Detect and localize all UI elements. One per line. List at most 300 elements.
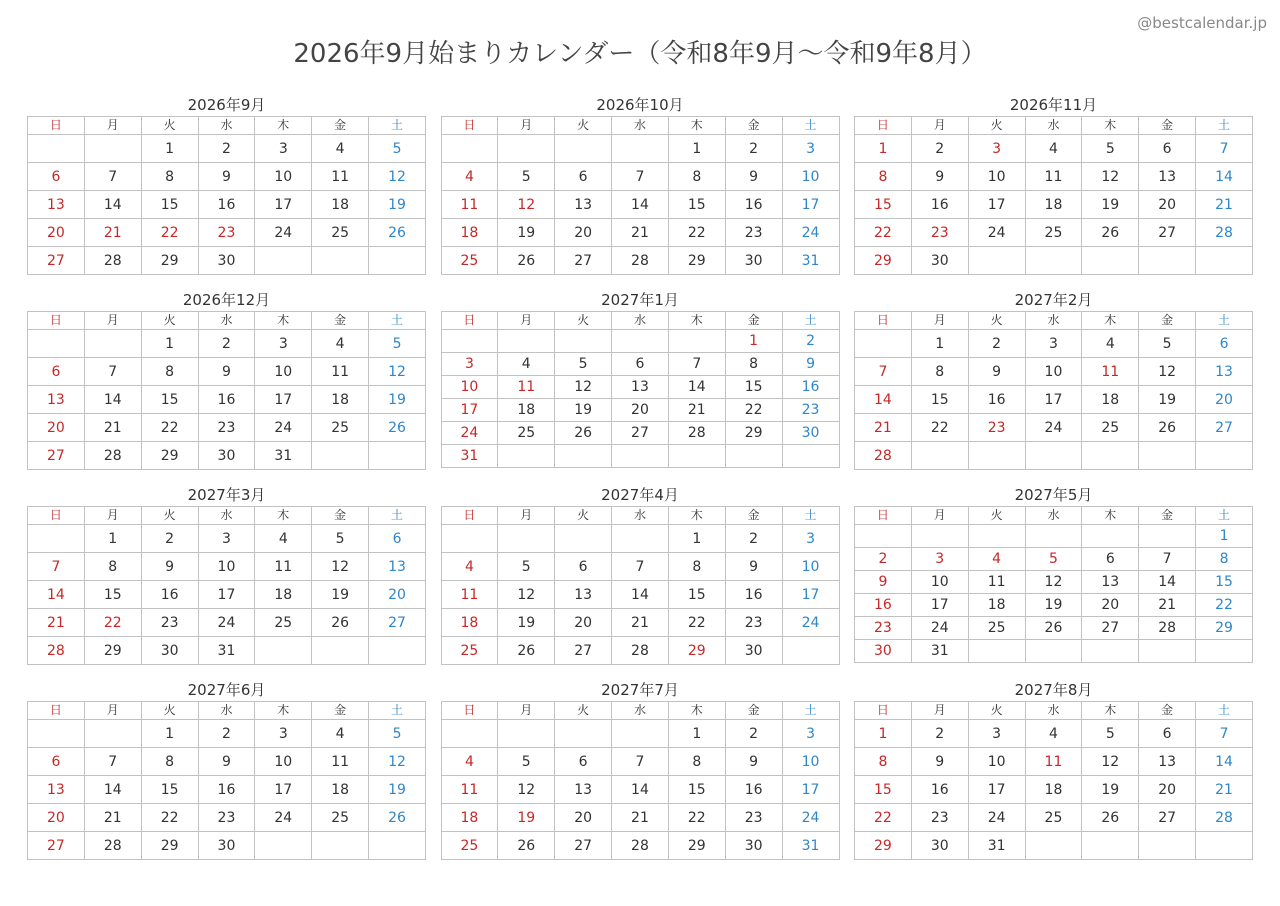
day-cell: 2	[725, 135, 782, 163]
day-cell: 4	[441, 553, 498, 581]
day-cell: 4	[441, 748, 498, 776]
month-table	[854, 701, 1253, 860]
day-cell: 19	[1082, 191, 1139, 219]
day-cell: 14	[84, 191, 141, 219]
empty-day-cell	[668, 330, 725, 353]
day-cell: 11	[498, 376, 555, 399]
day-cell: 26	[312, 609, 369, 637]
week-row	[855, 191, 1253, 219]
day-cell: 7	[84, 358, 141, 386]
empty-day-cell	[855, 525, 912, 548]
weekday-header: 水	[198, 312, 255, 330]
day-cell: 27	[369, 609, 426, 637]
month-title: 2027年4月	[601, 486, 679, 504]
day-cell: 21	[612, 804, 669, 832]
weekday-header: 木	[255, 117, 312, 135]
day-cell: 12	[1139, 358, 1196, 386]
empty-day-cell	[312, 832, 369, 860]
day-cell: 15	[668, 191, 725, 219]
day-cell: 7	[84, 748, 141, 776]
day-cell: 1	[725, 330, 782, 353]
day-cell: 16	[198, 776, 255, 804]
day-cell: 28	[28, 637, 85, 665]
day-cell: 30	[911, 832, 968, 860]
day-cell: 26	[1025, 617, 1082, 640]
day-cell: 1	[855, 135, 912, 163]
day-cell: 8	[668, 748, 725, 776]
day-cell: 9	[911, 748, 968, 776]
day-cell: 17	[255, 776, 312, 804]
day-cell: 24	[255, 804, 312, 832]
day-cell: 17	[911, 594, 968, 617]
day-cell: 29	[84, 637, 141, 665]
empty-day-cell	[441, 525, 498, 553]
weekday-header: 土	[782, 702, 839, 720]
day-cell: 15	[668, 581, 725, 609]
day-cell: 12	[369, 163, 426, 191]
weekday-header: 金	[1139, 117, 1196, 135]
day-cell: 21	[84, 804, 141, 832]
day-cell: 27	[1139, 219, 1196, 247]
weekday-header: 月	[84, 702, 141, 720]
day-cell: 30	[911, 247, 968, 275]
weekday-header: 金	[312, 312, 369, 330]
day-cell: 14	[1139, 571, 1196, 594]
day-cell: 2	[911, 135, 968, 163]
day-cell: 23	[725, 219, 782, 247]
empty-day-cell	[28, 330, 85, 358]
weekday-header: 火	[555, 117, 612, 135]
weekday-header-row	[28, 312, 426, 330]
empty-day-cell	[255, 832, 312, 860]
day-cell: 31	[782, 832, 839, 860]
day-cell: 23	[782, 399, 839, 422]
day-cell: 9	[968, 358, 1025, 386]
day-cell: 3	[441, 353, 498, 376]
day-cell: 29	[141, 442, 198, 470]
week-row	[441, 553, 839, 581]
empty-day-cell	[28, 135, 85, 163]
weekday-header: 月	[498, 117, 555, 135]
day-cell: 8	[84, 553, 141, 581]
day-cell: 30	[855, 640, 912, 663]
day-cell: 28	[1139, 617, 1196, 640]
empty-day-cell	[84, 330, 141, 358]
empty-day-cell	[612, 525, 669, 553]
day-cell: 2	[725, 525, 782, 553]
day-cell: 30	[725, 637, 782, 665]
weekday-header: 月	[84, 117, 141, 135]
day-cell: 30	[198, 247, 255, 275]
day-cell: 7	[612, 553, 669, 581]
day-cell: 25	[312, 804, 369, 832]
day-cell: 19	[369, 776, 426, 804]
day-cell: 19	[1025, 594, 1082, 617]
weekday-header: 木	[255, 507, 312, 525]
week-row	[28, 609, 426, 637]
day-cell: 16	[911, 191, 968, 219]
week-row	[441, 399, 839, 422]
week-row	[855, 414, 1253, 442]
week-row	[28, 748, 426, 776]
day-cell: 20	[369, 581, 426, 609]
weekday-header: 水	[1025, 702, 1082, 720]
day-cell: 22	[725, 399, 782, 422]
weekday-header: 水	[612, 507, 669, 525]
week-row	[855, 386, 1253, 414]
day-cell: 29	[1196, 617, 1253, 640]
day-cell: 1	[141, 330, 198, 358]
day-cell: 28	[84, 247, 141, 275]
day-cell: 23	[725, 609, 782, 637]
day-cell: 9	[855, 571, 912, 594]
day-cell: 2	[198, 720, 255, 748]
day-cell: 24	[1025, 414, 1082, 442]
day-cell: 30	[198, 442, 255, 470]
week-row	[28, 414, 426, 442]
week-row	[855, 594, 1253, 617]
day-cell: 15	[141, 776, 198, 804]
empty-day-cell	[1082, 525, 1139, 548]
day-cell: 9	[725, 163, 782, 191]
day-cell: 7	[1196, 135, 1253, 163]
day-cell: 16	[725, 581, 782, 609]
day-cell: 10	[782, 553, 839, 581]
week-row	[441, 748, 839, 776]
day-cell: 31	[198, 637, 255, 665]
empty-day-cell	[1139, 247, 1196, 275]
day-cell: 31	[441, 445, 498, 468]
empty-day-cell	[782, 445, 839, 468]
empty-day-cell	[1139, 640, 1196, 663]
day-cell: 18	[1082, 386, 1139, 414]
day-cell: 13	[1139, 163, 1196, 191]
day-cell: 30	[782, 422, 839, 445]
empty-day-cell	[1196, 442, 1253, 470]
empty-day-cell	[555, 525, 612, 553]
day-cell: 19	[498, 219, 555, 247]
day-cell: 20	[28, 414, 85, 442]
weekday-header: 水	[612, 702, 669, 720]
month-title: 2027年1月	[601, 291, 679, 309]
day-cell: 23	[911, 804, 968, 832]
day-cell: 4	[498, 353, 555, 376]
empty-day-cell	[555, 135, 612, 163]
day-cell: 28	[612, 637, 669, 665]
weekday-header: 土	[1196, 507, 1253, 525]
weekday-header: 火	[141, 702, 198, 720]
day-cell: 22	[141, 804, 198, 832]
empty-day-cell	[1139, 525, 1196, 548]
empty-day-cell	[1025, 442, 1082, 470]
day-cell: 20	[1196, 386, 1253, 414]
day-cell: 3	[911, 548, 968, 571]
day-cell: 15	[855, 776, 912, 804]
week-row	[855, 720, 1253, 748]
day-cell: 18	[1025, 191, 1082, 219]
month-calendar	[441, 484, 840, 666]
empty-day-cell	[1082, 247, 1139, 275]
empty-day-cell	[1082, 442, 1139, 470]
day-cell: 11	[255, 553, 312, 581]
day-cell: 6	[555, 748, 612, 776]
empty-day-cell	[312, 637, 369, 665]
day-cell: 25	[255, 609, 312, 637]
empty-day-cell	[612, 135, 669, 163]
day-cell: 15	[911, 386, 968, 414]
weekday-header: 水	[198, 507, 255, 525]
weekday-header: 土	[369, 117, 426, 135]
day-cell: 31	[255, 442, 312, 470]
day-cell: 11	[312, 748, 369, 776]
day-cell: 18	[441, 804, 498, 832]
day-cell: 20	[28, 804, 85, 832]
month-table	[854, 116, 1253, 275]
weekday-header: 火	[968, 312, 1025, 330]
day-cell: 18	[312, 776, 369, 804]
day-cell: 16	[725, 776, 782, 804]
weekday-header-row	[441, 312, 839, 330]
watermark-text: @bestcalendar.jp	[1137, 14, 1267, 32]
day-cell: 20	[1139, 191, 1196, 219]
weekday-header: 木	[1082, 507, 1139, 525]
day-cell: 1	[84, 525, 141, 553]
week-row	[441, 445, 839, 468]
day-cell: 4	[312, 720, 369, 748]
day-cell: 21	[855, 414, 912, 442]
empty-day-cell	[725, 445, 782, 468]
empty-day-cell	[612, 445, 669, 468]
week-row	[441, 330, 839, 353]
day-cell: 13	[28, 191, 85, 219]
empty-day-cell	[782, 637, 839, 665]
weekday-header: 日	[28, 507, 85, 525]
week-row	[441, 609, 839, 637]
week-row	[28, 247, 426, 275]
day-cell: 17	[968, 776, 1025, 804]
weekday-header: 土	[1196, 702, 1253, 720]
day-cell: 22	[668, 609, 725, 637]
day-cell: 12	[498, 776, 555, 804]
week-row	[855, 548, 1253, 571]
day-cell: 26	[498, 637, 555, 665]
month-title: 2027年8月	[1014, 681, 1093, 699]
day-cell: 24	[968, 804, 1025, 832]
day-cell: 5	[1082, 135, 1139, 163]
day-cell: 6	[555, 163, 612, 191]
day-cell: 7	[612, 163, 669, 191]
empty-day-cell	[84, 720, 141, 748]
day-cell: 2	[725, 720, 782, 748]
day-cell: 4	[1025, 135, 1082, 163]
day-cell: 18	[968, 594, 1025, 617]
day-cell: 19	[369, 386, 426, 414]
weekday-header-row	[855, 312, 1253, 330]
weekday-header: 日	[855, 507, 912, 525]
week-row	[441, 422, 839, 445]
week-row	[28, 191, 426, 219]
day-cell: 10	[255, 163, 312, 191]
day-cell: 25	[441, 637, 498, 665]
weekday-header: 木	[255, 312, 312, 330]
weekday-header-row	[855, 507, 1253, 525]
empty-day-cell	[369, 637, 426, 665]
week-row	[855, 748, 1253, 776]
weekday-header: 金	[1139, 312, 1196, 330]
weekday-header: 月	[911, 117, 968, 135]
day-cell: 13	[1139, 748, 1196, 776]
empty-day-cell	[498, 445, 555, 468]
day-cell: 22	[855, 804, 912, 832]
day-cell: 21	[612, 219, 669, 247]
day-cell: 6	[1196, 330, 1253, 358]
day-cell: 12	[1082, 748, 1139, 776]
empty-day-cell	[441, 135, 498, 163]
day-cell: 24	[968, 219, 1025, 247]
day-cell: 10	[1025, 358, 1082, 386]
day-cell: 22	[911, 414, 968, 442]
day-cell: 12	[1025, 571, 1082, 594]
day-cell: 16	[141, 581, 198, 609]
day-cell: 2	[855, 548, 912, 571]
day-cell: 3	[255, 135, 312, 163]
weekday-header: 火	[141, 507, 198, 525]
day-cell: 28	[84, 832, 141, 860]
week-row	[441, 637, 839, 665]
day-cell: 22	[668, 219, 725, 247]
empty-day-cell	[441, 720, 498, 748]
day-cell: 4	[1082, 330, 1139, 358]
day-cell: 22	[668, 804, 725, 832]
day-cell: 21	[612, 609, 669, 637]
day-cell: 29	[725, 422, 782, 445]
day-cell: 4	[312, 330, 369, 358]
day-cell: 1	[668, 720, 725, 748]
day-cell: 10	[911, 571, 968, 594]
day-cell: 7	[668, 353, 725, 376]
week-row	[441, 247, 839, 275]
week-row	[28, 135, 426, 163]
day-cell: 25	[312, 219, 369, 247]
month-calendar	[441, 289, 840, 471]
day-cell: 28	[612, 247, 669, 275]
weekday-header: 金	[725, 702, 782, 720]
month-title: 2027年2月	[1014, 291, 1093, 309]
weekday-header: 水	[1025, 507, 1082, 525]
day-cell: 22	[84, 609, 141, 637]
day-cell: 16	[198, 386, 255, 414]
month-title: 2027年3月	[187, 486, 266, 504]
day-cell: 14	[612, 581, 669, 609]
day-cell: 17	[782, 776, 839, 804]
empty-day-cell	[28, 525, 85, 553]
day-cell: 25	[1025, 804, 1082, 832]
weekday-header: 日	[28, 702, 85, 720]
weekday-header-row	[28, 507, 426, 525]
week-row	[441, 191, 839, 219]
weekday-header: 金	[725, 507, 782, 525]
weekday-header: 月	[498, 312, 555, 330]
weekday-header: 水	[1025, 117, 1082, 135]
day-cell: 29	[855, 247, 912, 275]
day-cell: 9	[782, 353, 839, 376]
day-cell: 29	[668, 247, 725, 275]
day-cell: 29	[668, 832, 725, 860]
day-cell: 7	[1139, 548, 1196, 571]
empty-day-cell	[1139, 442, 1196, 470]
day-cell: 18	[441, 219, 498, 247]
day-cell: 9	[141, 553, 198, 581]
day-cell: 18	[441, 609, 498, 637]
day-cell: 5	[498, 748, 555, 776]
day-cell: 11	[312, 163, 369, 191]
weekday-header: 月	[84, 507, 141, 525]
day-cell: 10	[255, 748, 312, 776]
day-cell: 6	[555, 553, 612, 581]
month-calendar	[854, 94, 1253, 276]
empty-day-cell	[911, 442, 968, 470]
day-cell: 19	[1139, 386, 1196, 414]
day-cell: 3	[255, 330, 312, 358]
day-cell: 8	[725, 353, 782, 376]
empty-day-cell	[1025, 525, 1082, 548]
day-cell: 23	[198, 414, 255, 442]
day-cell: 23	[198, 804, 255, 832]
day-cell: 7	[855, 358, 912, 386]
day-cell: 30	[725, 247, 782, 275]
weekday-header: 木	[668, 702, 725, 720]
day-cell: 9	[198, 358, 255, 386]
day-cell: 1	[141, 135, 198, 163]
day-cell: 2	[782, 330, 839, 353]
day-cell: 30	[198, 832, 255, 860]
weekday-header: 木	[1082, 702, 1139, 720]
day-cell: 9	[198, 748, 255, 776]
day-cell: 5	[369, 720, 426, 748]
day-cell: 12	[555, 376, 612, 399]
week-row	[855, 640, 1253, 663]
empty-day-cell	[968, 640, 1025, 663]
day-cell: 15	[84, 581, 141, 609]
day-cell: 9	[911, 163, 968, 191]
week-row	[441, 832, 839, 860]
month-title: 2026年10月	[596, 96, 684, 114]
weekday-header: 木	[668, 507, 725, 525]
empty-day-cell	[555, 445, 612, 468]
day-cell: 22	[1196, 594, 1253, 617]
day-cell: 25	[498, 422, 555, 445]
day-cell: 20	[612, 399, 669, 422]
day-cell: 13	[555, 191, 612, 219]
day-cell: 8	[141, 358, 198, 386]
day-cell: 23	[198, 219, 255, 247]
day-cell: 15	[141, 191, 198, 219]
day-cell: 8	[855, 748, 912, 776]
empty-day-cell	[855, 330, 912, 358]
weekday-header-row	[28, 117, 426, 135]
weekday-header: 金	[725, 312, 782, 330]
day-cell: 28	[84, 442, 141, 470]
day-cell: 15	[668, 776, 725, 804]
weekday-header: 月	[498, 507, 555, 525]
day-cell: 19	[555, 399, 612, 422]
day-cell: 22	[141, 414, 198, 442]
day-cell: 4	[441, 163, 498, 191]
day-cell: 16	[198, 191, 255, 219]
weekday-header: 月	[911, 702, 968, 720]
week-row	[28, 163, 426, 191]
day-cell: 8	[668, 553, 725, 581]
